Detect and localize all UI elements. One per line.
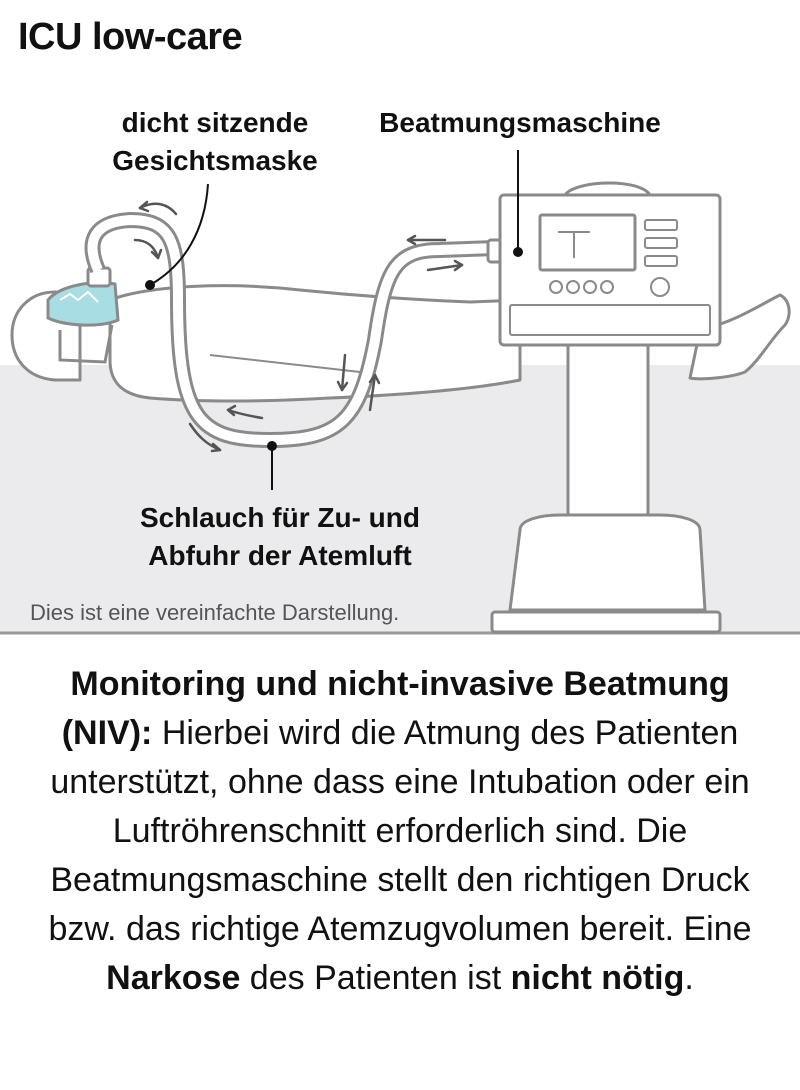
description-part1: Hierbei wird die Atmung des Patienten unterstützt, ohne dass eine Intubation oder ein Luftröhrenschnitt erforderlich sind. Die Beatmungsmaschine stellt den richtigen Druck bzw. das richtige Atemzugvolumen bereit. Eine [48,714,752,948]
tube-label [100,499,460,575]
description-part2: des Patienten ist [240,959,511,997]
machine-label [355,104,685,142]
face-mask [48,268,118,362]
disclaimer-note: Dies ist eine vereinfachte Darstellung. [30,600,400,625]
mask-label [80,104,350,180]
description-heading: Monitoring und nicht-invasive Beatmung (NIV): [61,665,730,752]
description-end: . [684,959,694,997]
ventilator-base [510,515,705,610]
ventilator-pole [568,345,648,525]
mask-label-line1: dicht sitzende [121,107,309,138]
machine-label-text: Beatmungsmaschine [379,107,661,138]
description-bold-not-needed: nicht nötig [510,959,685,997]
ventilator-display [540,215,635,270]
page-title: ICU low-care [18,16,243,58]
ventilator-handle [565,183,650,195]
description-bold-narkose: Narkose [106,959,241,997]
tube-label-line2: Abfuhr der Atemluft [148,540,412,571]
tube-label-line1: Schlauch für Zu- und [140,502,420,533]
description-text [24,660,776,1003]
mask-label-line2: Gesichtsmaske [112,145,318,176]
